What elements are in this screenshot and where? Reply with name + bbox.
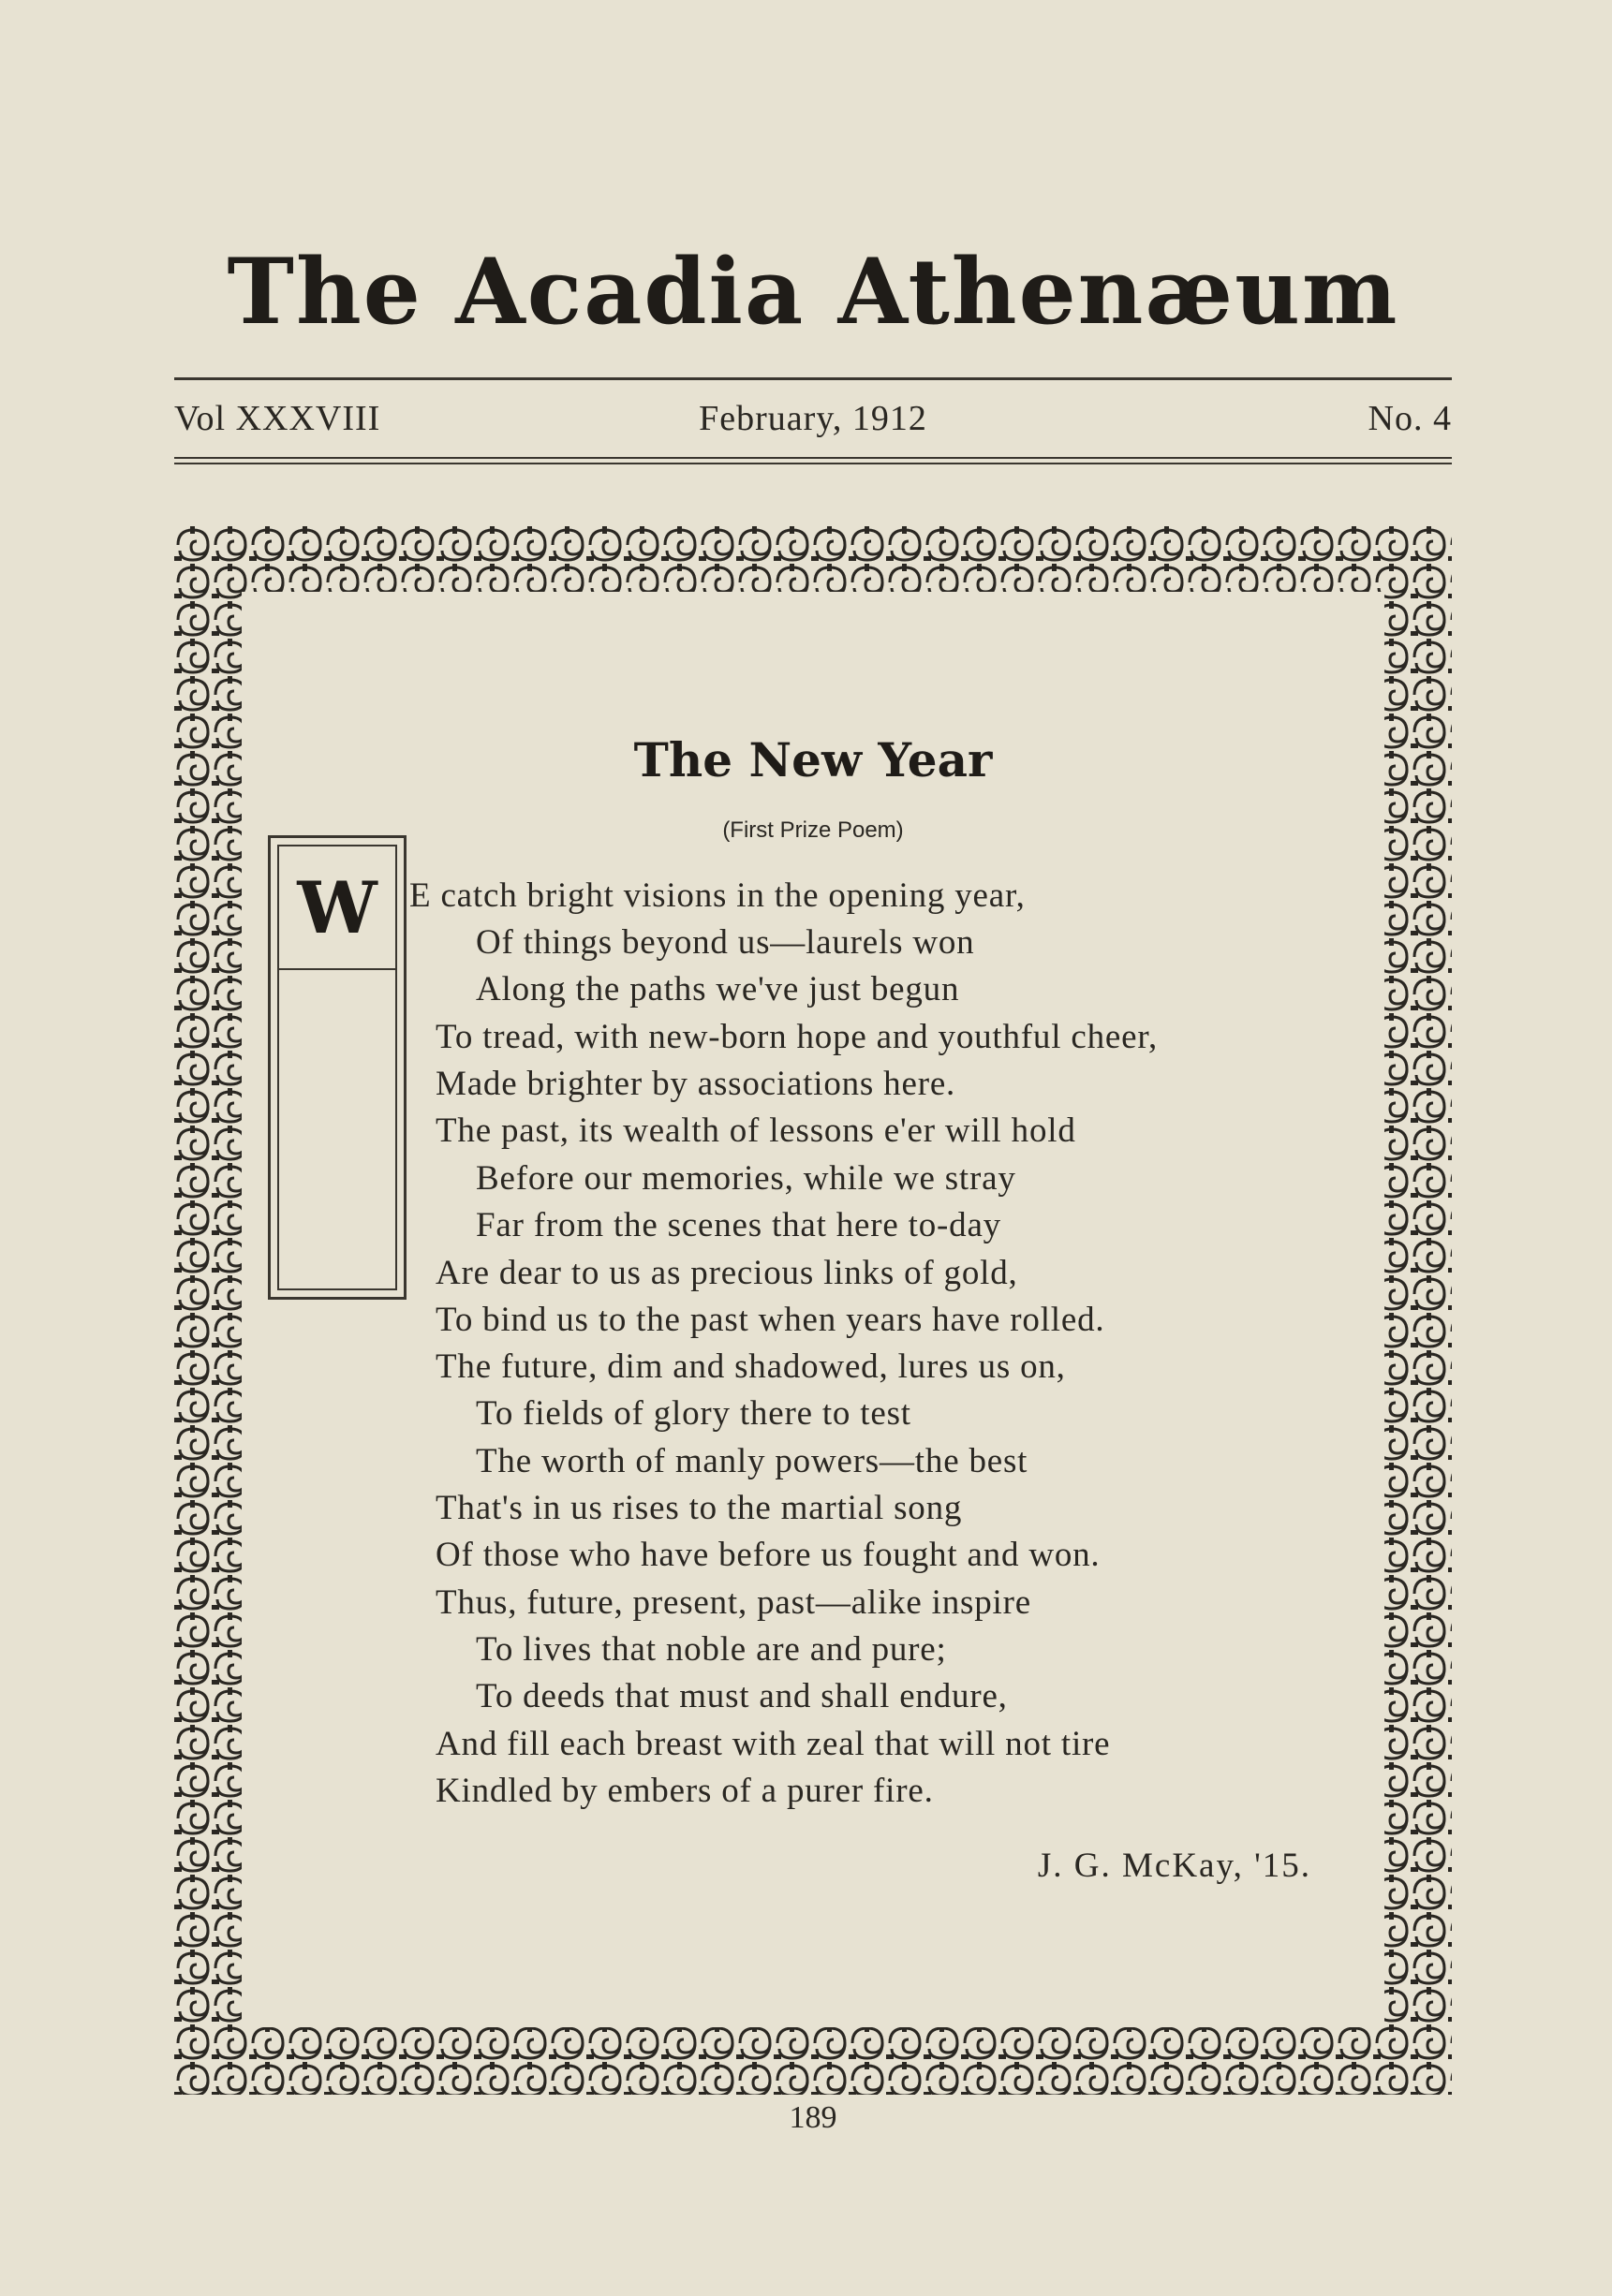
masthead-title: The Acadia Athenæum <box>227 239 1399 345</box>
poem-line: That's in us rises to the martial song <box>436 1489 963 1527</box>
poem-subtitle: (First Prize Poem) <box>722 817 904 843</box>
poem-line: Of those who have before us fought and won. <box>436 1536 1101 1574</box>
poem-line: The worth of manly powers—the best <box>476 1442 1028 1480</box>
poem-line: Kindled by embers of a purer fire. <box>436 1772 934 1810</box>
drop-cap-letter: W <box>279 846 395 970</box>
volume-label: Vol XXXVIII <box>174 399 381 438</box>
page-number: 189 <box>789 2100 837 2135</box>
poem-author: J. G. McKay, '15. <box>1037 1847 1311 1885</box>
poem-line: And fill each breast with zeal that will not tire <box>436 1725 1111 1763</box>
poem-line: Thus, future, present, past—alike inspire <box>436 1583 1031 1622</box>
masthead-rule-bottom <box>174 457 1452 464</box>
issue-info-bar <box>174 398 1452 445</box>
poem-line: To bind us to the past when years have rolled. <box>436 1301 1105 1339</box>
poem-line: To deeds that must and shall endure, <box>476 1677 1008 1715</box>
issue-number: No. 4 <box>1368 399 1452 438</box>
poem-line: E catch bright visions in the opening year, <box>409 876 1026 915</box>
poem-line: To fields of glory there to test <box>476 1394 911 1433</box>
poem-line: The past, its wealth of lessons e'er will hold <box>436 1111 1076 1150</box>
drop-cap-box <box>268 835 407 1300</box>
masthead-rule-top <box>174 377 1452 380</box>
poem-title: The New Year <box>633 732 993 787</box>
poem-line: Of things beyond us—laurels won <box>476 923 975 962</box>
poem-line: To lives that noble are and pure; <box>476 1630 947 1669</box>
poem-line: Made brighter by associations here. <box>436 1065 956 1103</box>
poem-line: Before our memories, while we stray <box>476 1159 1016 1198</box>
poem-line: To tread, with new-born hope and youthful cheer, <box>436 1018 1159 1056</box>
poem-line: Are dear to us as precious links of gold, <box>436 1254 1018 1292</box>
poem-line: The future, dim and shadowed, lures us on, <box>436 1347 1066 1386</box>
issue-date: February, 1912 <box>699 399 927 438</box>
poem-line: Along the paths we've just begun <box>476 970 960 1008</box>
poem-line: Far from the scenes that here to-day <box>476 1206 1001 1244</box>
